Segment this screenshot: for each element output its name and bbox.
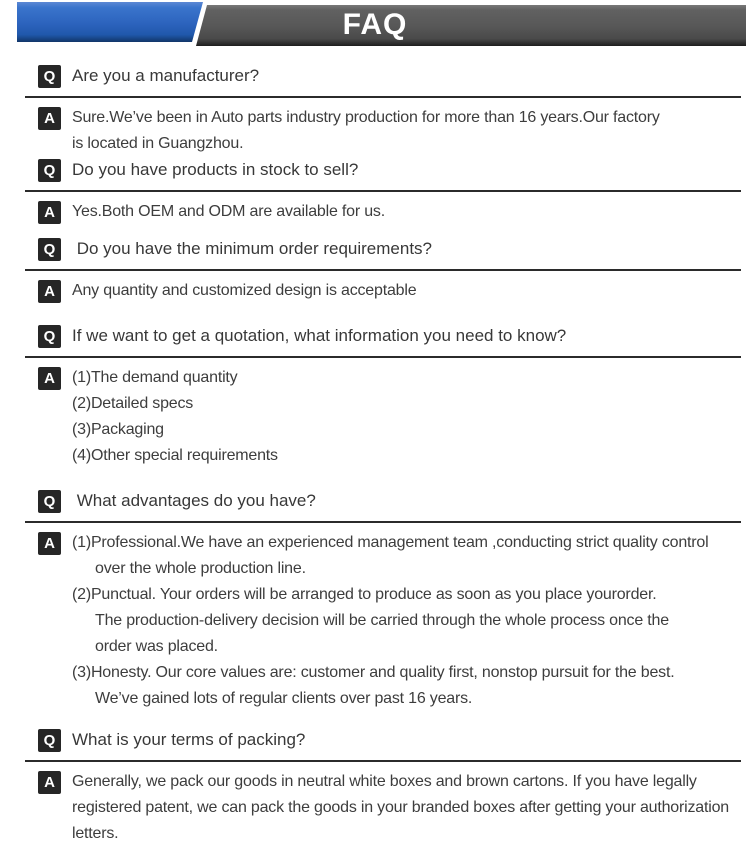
separator-line [25, 760, 741, 762]
separator-line [25, 521, 741, 523]
answer-badge-icon: A [38, 532, 61, 555]
answer-block [38, 199, 750, 225]
answer-lines [38, 769, 750, 847]
separator-line [25, 269, 741, 271]
answer-badge-icon: A [38, 771, 61, 794]
question-row [38, 489, 750, 513]
question-row [38, 237, 750, 261]
answer-line: order was placed. [95, 638, 218, 655]
question-row [38, 64, 750, 88]
answer-badge-icon: A [38, 280, 61, 303]
separator-line [25, 356, 741, 358]
faq-list [0, 47, 750, 847]
faq-item [0, 728, 750, 847]
answer-block [38, 105, 750, 157]
answer-line: Yes.Both OEM and ODM are available for us. [72, 203, 385, 220]
question-text: What is your terms of packing? [72, 730, 306, 749]
answer-line: is located in Guangzhou. [72, 135, 244, 152]
question-text: Do you have products in stock to sell? [72, 160, 359, 179]
answer-lines [38, 530, 750, 712]
answer-line: (4)Other special requirements [72, 447, 278, 464]
answer-badge-icon: A [38, 107, 61, 130]
faq-header [0, 0, 750, 47]
answer-line: (3)Packaging [72, 421, 164, 438]
answer-line: Generally, we pack our goods in neutral white boxes and brown cartons. If you have legally [72, 773, 697, 790]
answer-line: We’ve gained lots of regular clients over past 16 years. [95, 690, 473, 707]
answer-block [38, 769, 750, 847]
question-row [38, 158, 750, 182]
answer-block [38, 365, 750, 469]
answer-block [38, 530, 750, 712]
question-text: Are you a manufacturer? [72, 66, 260, 85]
separator-line [25, 190, 741, 192]
question-badge-icon: Q [38, 729, 61, 752]
answer-line: (2)Punctual. Your orders will be arranged to produce as soon as you place yourorder. [72, 586, 657, 603]
answer-line: registered patent, we can pack the goods in your branded boxes after getting your authorization [72, 799, 729, 816]
question-text: If we want to get a quotation, what information you need to know? [72, 326, 567, 345]
answer-line: letters. [72, 825, 119, 842]
answer-lines [38, 105, 750, 157]
page-title: FAQ [342, 8, 408, 41]
answer-lines [38, 199, 750, 225]
answer-line: The production-delivery decision will be carried through the whole process once the [95, 612, 669, 629]
faq-item [0, 237, 750, 304]
faq-item [0, 158, 750, 225]
answer-lines [38, 365, 750, 469]
answer-line: (3)Honesty. Our core values are: customer and quality first, nonstop pursuit for the best. [72, 664, 675, 681]
question-row [38, 324, 750, 348]
question-text: What advantages do you have? [72, 491, 316, 510]
question-badge-icon: Q [38, 159, 61, 182]
question-badge-icon: Q [38, 490, 61, 513]
answer-badge-icon: A [38, 201, 61, 224]
answer-line: (1)The demand quantity [72, 369, 238, 386]
answer-lines [38, 278, 750, 304]
answer-badge-icon: A [38, 367, 61, 390]
question-text: Do you have the minimum order requirements? [72, 239, 432, 258]
question-badge-icon: Q [38, 65, 61, 88]
answer-line: Sure.We’ve been in Auto parts industry production for more than 16 years.Our factory [72, 109, 660, 126]
answer-line: Any quantity and customized design is acceptable [72, 282, 417, 299]
question-badge-icon: Q [38, 238, 61, 261]
answer-line: (1)Professional.We have an experienced management team ,conducting strict quality control [72, 534, 709, 551]
faq-item [0, 324, 750, 469]
faq-item [0, 489, 750, 712]
question-row [38, 728, 750, 752]
answer-block [38, 278, 750, 304]
faq-item [0, 64, 750, 157]
answer-line: over the whole production line. [95, 560, 306, 577]
answer-line: (2)Detailed specs [72, 395, 194, 412]
separator-line [25, 96, 741, 98]
question-badge-icon: Q [38, 325, 61, 348]
